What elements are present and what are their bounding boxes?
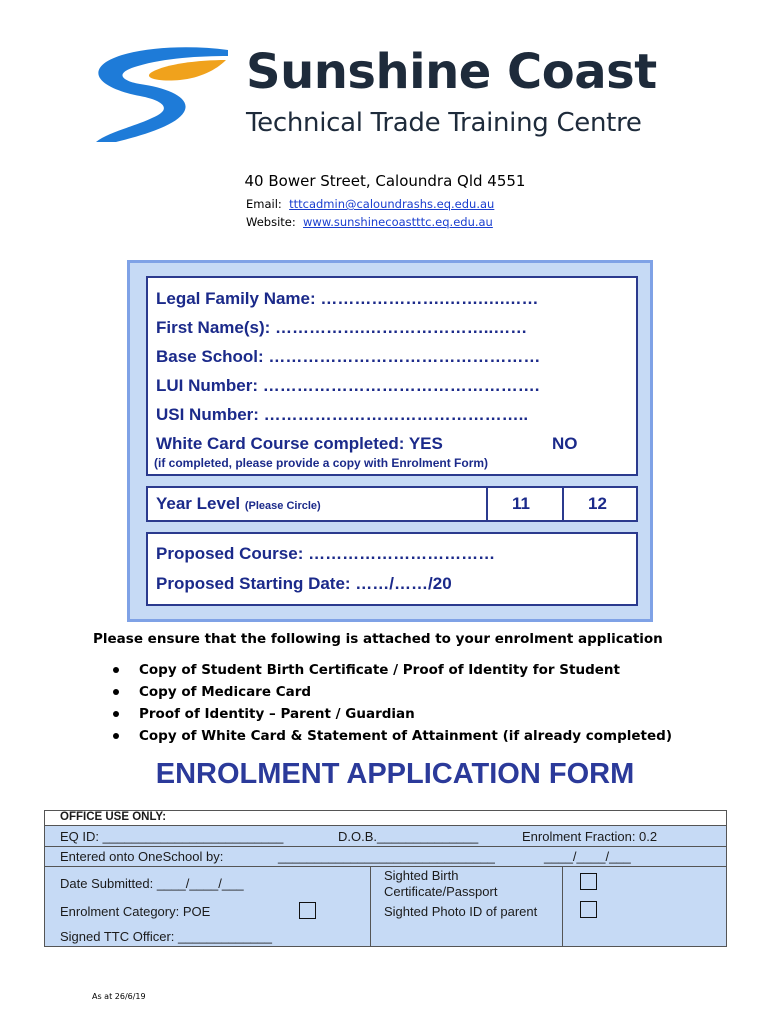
year-option-11[interactable]: 11 [512,494,530,513]
enrolment-category-checkbox[interactable] [299,902,316,919]
form-title: ENROLMENT APPLICATION FORM [155,758,635,790]
white-card-yes-option[interactable]: White Card Course completed: YES [156,434,443,453]
row-divider [44,866,727,867]
address: 40 Bower Street, Caloundra Qld 4551 [244,172,526,190]
bullet-icon [113,667,119,673]
office-use-title: OFFICE USE ONLY: [60,811,167,823]
eq-id-field[interactable]: EQ ID: _________________________ [60,829,284,844]
list-item: Copy of White Card & Statement of Attainment (if already completed) [113,725,672,747]
sighted-photo-checkbox[interactable] [580,901,597,918]
bullet-icon [113,733,119,739]
email-link[interactable]: tttcadmin@caloundrashs.eq.edu.au [289,197,495,211]
enrolment-fraction: Enrolment Fraction: 0.2 [522,829,658,844]
bullet-icon [113,689,119,695]
attachments-list [113,659,672,747]
year-divider-1 [486,486,488,522]
proposed-start-date-field[interactable]: Proposed Starting Date: ……/……/20 [156,574,452,593]
entered-oneschool-label: Entered onto OneSchool by: [60,849,224,864]
org-subtitle: Technical Trade Training Centre [246,108,642,138]
col-divider [562,866,563,947]
date-submitted-field[interactable]: Date Submitted: ____/____/___ [60,876,244,891]
year-level-hint: (Please Circle) [244,500,321,512]
list-item: Proof of Identity – Parent / Guardian [113,703,672,725]
white-card-note: (if completed, please provide a copy with Enrolment Form) [154,456,489,470]
year-level-label [156,494,321,514]
base-school-field[interactable]: Base School: ………………………………………… [156,347,541,366]
white-card-no-option[interactable]: NO [552,434,578,453]
entered-by-field[interactable]: ______________________________ [278,849,495,864]
bullet-icon [113,711,119,717]
entered-date-field[interactable]: ____/____/___ [544,849,631,864]
year-divider-2 [562,486,564,522]
year-level-text: Year Level [156,494,241,513]
list-item: Copy of Student Birth Certificate / Proof of Identity for Student [113,659,672,681]
version-footer: As at 26/6/19 [92,992,146,1001]
sighted-birth-label-1: Sighted Birth [384,868,459,883]
contact-info [246,195,494,231]
legal-family-name-field[interactable]: Legal Family Name: ………………….…….….…… [156,289,539,308]
year-option-12[interactable]: 12 [588,494,607,513]
first-names-field[interactable]: First Name(s): …………….…………………..…… [156,318,528,337]
col-divider [370,866,371,947]
signed-ttc-officer-field[interactable]: Signed TTC Officer: _____________ [60,929,272,944]
email-label: Email: [246,197,282,211]
sighted-birth-checkbox[interactable] [580,873,597,890]
list-item: Copy of Medicare Card [113,681,672,703]
dob-field[interactable]: D.O.B.______________ [338,829,479,844]
website-label: Website: [246,215,296,229]
sighted-birth-label-2: Certificate/Passport [384,884,498,899]
website-link[interactable]: www.sunshinecoastttc.eq.edu.au [303,215,493,229]
lui-number-field[interactable]: LUI Number: …………………………………………. [156,376,540,395]
enrolment-category: Enrolment Category: POE [60,904,211,919]
proposed-course-field[interactable]: Proposed Course: …………………………… [156,544,496,563]
logo-swoosh-icon [88,44,238,144]
usi-number-field[interactable]: USI Number: ……………………………………….. [156,405,529,424]
row-divider [44,846,727,847]
sighted-photo-label: Sighted Photo ID of parent [384,904,538,919]
attachments-title: Please ensure that the following is attached to your enrolment application [93,631,663,647]
org-name: Sunshine Coast [246,44,657,100]
